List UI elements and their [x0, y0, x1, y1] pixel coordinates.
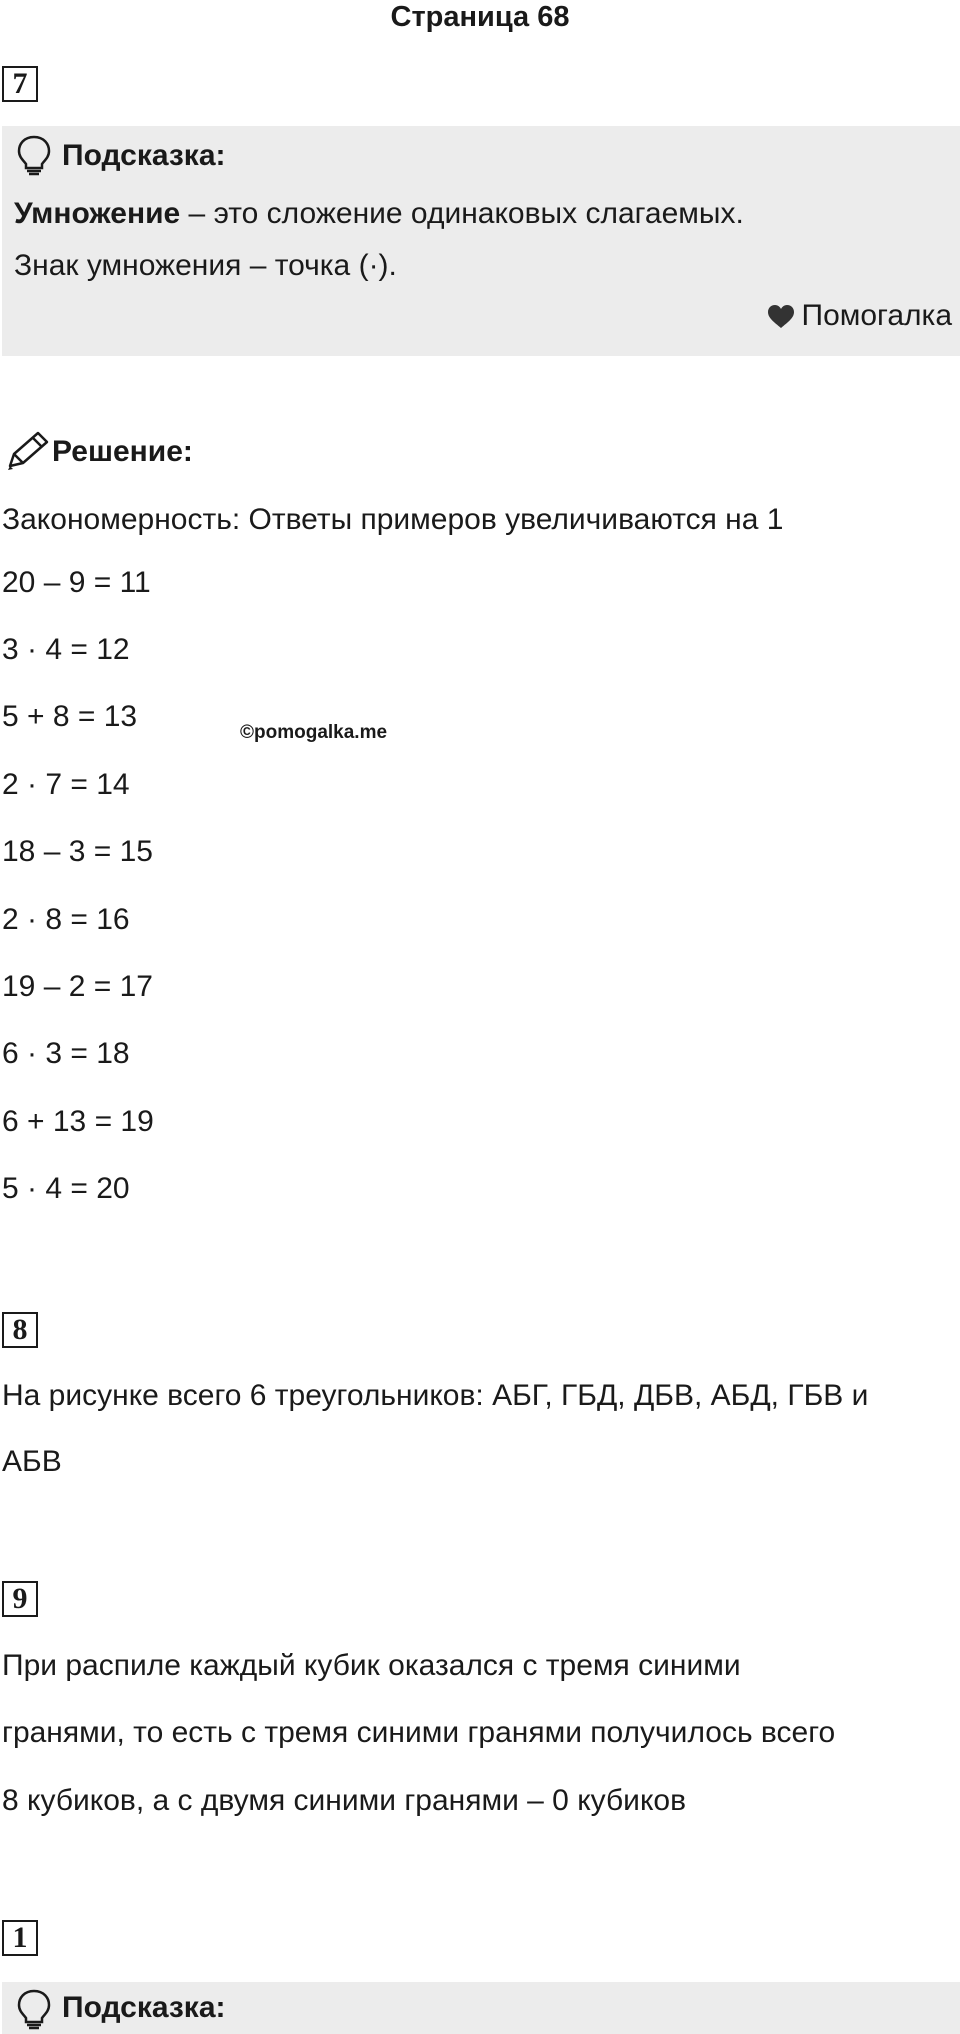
task-9-number: 9 — [2, 1581, 38, 1617]
watermark: ©pomogalka.me — [240, 722, 388, 743]
hint-label: Подсказка: — [62, 139, 226, 172]
solution-label: Решение: — [52, 435, 193, 468]
hint-box-task-1 — [2, 1982, 960, 2034]
solution-pattern: Закономерность: Ответы примеров увеличиваются на 1 — [2, 503, 784, 536]
hint-box-task-7 — [2, 126, 960, 356]
lightbulb-icon — [14, 134, 54, 176]
task-9-line-1: При распиле каждый кубик оказался с тремя синими — [2, 1649, 741, 1682]
page-title: Страница 68 — [390, 1, 570, 33]
equation-10: 5 · 4 = 20 — [2, 1172, 130, 1205]
credit-label: Помогалка — [801, 299, 952, 332]
heart-icon — [766, 304, 796, 330]
task-1-number: 1 — [2, 1920, 38, 1956]
equation-6: 2 · 8 = 16 — [2, 903, 130, 936]
task-8-line-1: На рисунке всего 6 треугольников: АБГ, ГБД, ДБВ, АБД, ГБВ и — [2, 1379, 869, 1412]
task-9-line-3: 8 кубиков, а с двумя синими гранями – 0 кубиков — [2, 1784, 687, 1817]
equation-5: 18 – 3 = 15 — [2, 835, 153, 868]
pencil-icon — [4, 430, 50, 472]
equation-7: 19 – 2 = 17 — [2, 970, 153, 1003]
hint-label: Подсказка: — [62, 1991, 226, 2024]
task-9-line-2: гранями, то есть с тремя синими гранями получилось всего — [2, 1716, 836, 1749]
hint-line-1 — [14, 196, 744, 232]
equation-3: 5 + 8 = 13 — [2, 700, 138, 733]
lightbulb-icon — [14, 1988, 54, 2030]
equation-1: 20 – 9 = 11 — [2, 566, 151, 599]
task-8-number: 8 — [2, 1312, 38, 1348]
hint-credit — [766, 298, 953, 334]
hint-definition: – это сложение одинаковых слагаемых. — [180, 197, 744, 230]
equation-2: 3 · 4 = 12 — [2, 633, 130, 666]
equation-9: 6 + 13 = 19 — [2, 1105, 154, 1138]
hint-line-2: Знак умножения – точка (·). — [14, 249, 397, 282]
task-8-line-2: АБВ — [2, 1445, 62, 1478]
equation-8: 6 · 3 = 18 — [2, 1037, 130, 1070]
hint-term: Умножение — [14, 197, 181, 230]
task-7-number: 7 — [2, 66, 38, 102]
equation-4: 2 · 7 = 14 — [2, 768, 130, 801]
